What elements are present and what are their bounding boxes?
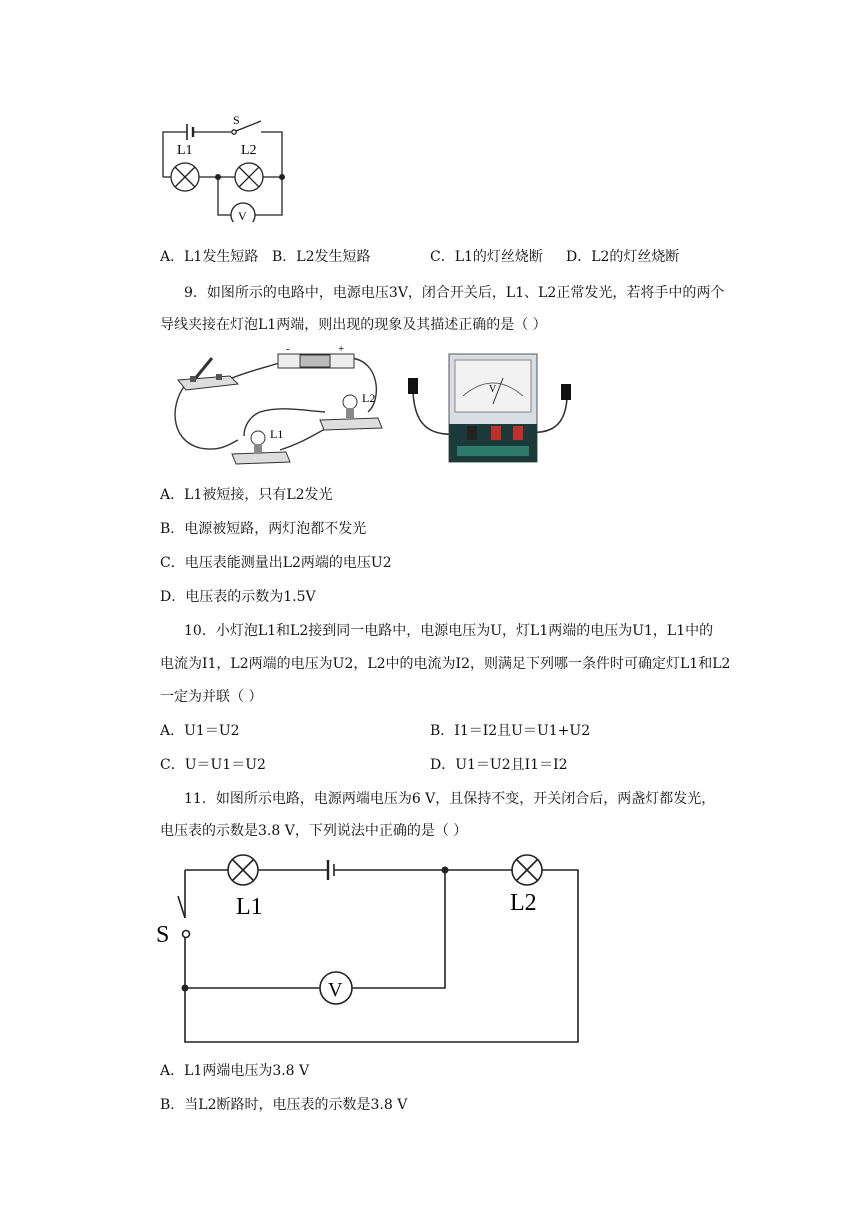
q11-stem-line-1: 11．如图所示电路，电源两端电压为6 V，且保持不变，开关闭合后，两盏灯都发光， (184, 791, 716, 807)
q10-option-a[interactable]: A．U1＝U2 (160, 723, 240, 739)
q10-stem-line-2: 电流为I1，L2两端的电压为U2，L2中的电流为I2，则满足下列哪一条件时可确定灯L1和L2 (160, 656, 731, 672)
fig11-lamp-2-label: L2 (510, 890, 537, 916)
q10-stem-line-1: 10．小灯泡L1和L2接到同一电路中，电源电压为U，灯L1两端的电压为U1，L1中的 (184, 623, 714, 639)
q11-option-a[interactable]: A．L1两端电压为3.8 V (160, 1063, 310, 1079)
switch-label: S (233, 113, 240, 127)
q9-physical-circuit-photo (160, 340, 390, 470)
lamp-2-label: L2 (241, 143, 257, 158)
q11-option-b[interactable]: B．当L2断路时，电压表的示数是3.8 V (160, 1097, 408, 1113)
q8-option-d[interactable]: D．L2的灯丝烧断 (566, 249, 680, 265)
fig11-voltmeter-label: V (328, 979, 343, 1001)
q9-voltmeter-photo (405, 352, 575, 466)
q9-stem-line-1: 9．如图所示的电路中，电源电压3V，闭合开关后，L1、L2正常发光，若将手中的两个 (184, 285, 725, 301)
photo-lamp-2-label: L2 (362, 391, 376, 405)
svg-text:+: + (338, 343, 345, 355)
meter-face-symbol: V (489, 384, 497, 395)
fig11-switch-label: S (156, 922, 170, 948)
q9-stem-line-2: 导线夹接在灯泡L1两端，则出现的现象及其描述正确的是（ ） (160, 317, 547, 333)
q8-circuit-diagram (155, 110, 295, 222)
q11-stem-line-2: 电压表的示数是3.8 V，下列说法中正确的是（ ） (160, 823, 468, 839)
lamp-1-label: L1 (177, 143, 193, 158)
q10-stem-line-3: 一定为并联（ ） (160, 689, 263, 705)
q10-option-d[interactable]: D．U1＝U2且I1＝I2 (430, 757, 568, 773)
q8-option-c[interactable]: C．L1的灯丝烧断 (430, 249, 543, 265)
fig11-lamp-1-label: L1 (236, 894, 263, 920)
q9-option-d[interactable]: D．电压表的示数为1.5V (160, 589, 316, 605)
photo-lamp-1-label: L1 (270, 427, 284, 441)
q8-option-a[interactable]: A．L1发生短路 (160, 249, 259, 265)
q9-option-c[interactable]: C．电压表能测量出L2两端的电压U2 (160, 555, 392, 571)
q10-option-b[interactable]: B．I1＝I2且U＝U1+U2 (430, 723, 591, 739)
q11-circuit-diagram (150, 848, 590, 1048)
q10-option-c[interactable]: C．U＝U1＝U2 (160, 757, 266, 773)
svg-text:-: - (286, 343, 290, 355)
q9-option-a[interactable]: A．L1被短接，只有L2发光 (160, 487, 333, 503)
voltmeter-label: V (238, 209, 247, 222)
q8-option-b[interactable]: B．L2发生短路 (272, 249, 371, 265)
q9-option-b[interactable]: B．电源被短路，两灯泡都不发光 (160, 521, 367, 537)
